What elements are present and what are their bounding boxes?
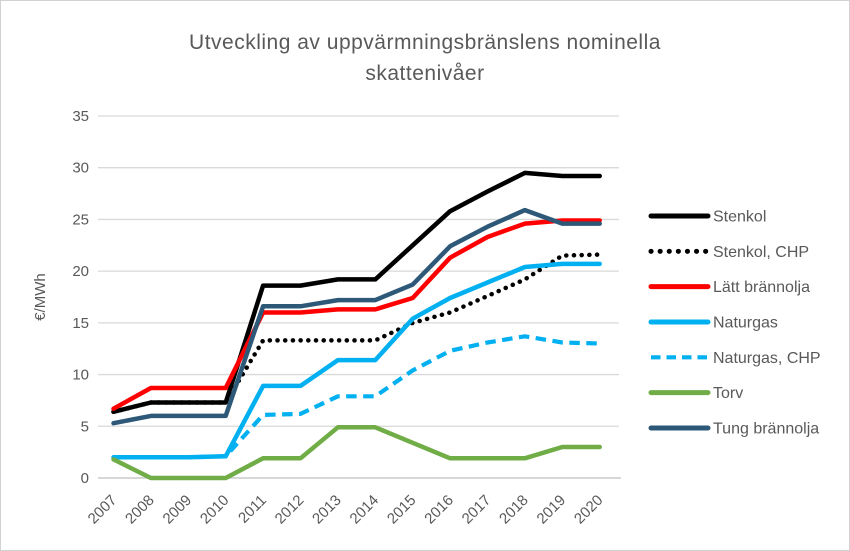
x-tick-label-2008: 2008 (122, 491, 158, 528)
y-tick-label-20: 20 (72, 263, 89, 281)
legend-item-stenkol (651, 209, 766, 226)
series-line-torv (114, 427, 600, 478)
chart-svg (1, 1, 850, 551)
legend-label-latt-brannolja: Lätt brännolja (713, 279, 810, 297)
y-tick-label-5: 5 (80, 418, 89, 436)
chart-title-line-2: skattenivåer (365, 62, 485, 85)
x-tick-label-2010: 2010 (196, 491, 233, 528)
y-tick-label-35: 35 (72, 107, 89, 125)
x-tick-label-2019: 2019 (533, 491, 570, 528)
legend-item-naturgas (651, 314, 778, 331)
x-tick-label-2012: 2012 (271, 491, 308, 528)
legend-item-tung-brannolja (651, 420, 819, 437)
x-tick-label-2007: 2007 (84, 491, 121, 528)
x-tick-label-2009: 2009 (159, 491, 196, 528)
x-tick-label-2016: 2016 (421, 491, 457, 528)
legend-label-naturgas-chp: Naturgas, CHP (713, 349, 821, 367)
legend-label-tung-brannolja: Tung brännolja (713, 420, 820, 438)
y-tick-label-25: 25 (72, 211, 89, 229)
legend-item-naturgas-chp (651, 350, 821, 367)
x-tick-label-2013: 2013 (309, 491, 345, 528)
legend-label-torv: Torv (713, 385, 744, 403)
series-line-latt-brannolja (114, 221, 600, 409)
x-tick-label-2011: 2011 (235, 491, 270, 527)
legend-item-latt-brannolja (651, 279, 810, 296)
series-line-tung-brannolja (114, 210, 600, 423)
legend-label-stenkol-chp: Stenkol, CHP (713, 243, 810, 261)
x-tick-label-2020: 2020 (570, 491, 607, 528)
legend-item-stenkol-chp (651, 244, 809, 261)
y-tick-label-10: 10 (72, 366, 89, 384)
y-tick-label-30: 30 (72, 159, 89, 177)
y-tick-label-15: 15 (72, 314, 89, 332)
chart-title-line-1: Utveckling av uppvärmningsbränslens nominella (189, 31, 661, 54)
legend-label-naturgas: Naturgas (713, 314, 778, 332)
legend-label-stenkol: Stenkol (713, 208, 767, 226)
y-tick-label-0: 0 (80, 470, 89, 487)
x-tick-label-2015: 2015 (383, 491, 420, 528)
x-tick-label-2014: 2014 (346, 491, 383, 528)
y-axis-title: €/MWh (32, 273, 49, 321)
series-line-naturgas-chp (114, 336, 600, 457)
x-tick-label-2018: 2018 (496, 491, 532, 528)
legend-item-torv (651, 385, 743, 402)
x-tick-label-2017: 2017 (458, 491, 495, 528)
